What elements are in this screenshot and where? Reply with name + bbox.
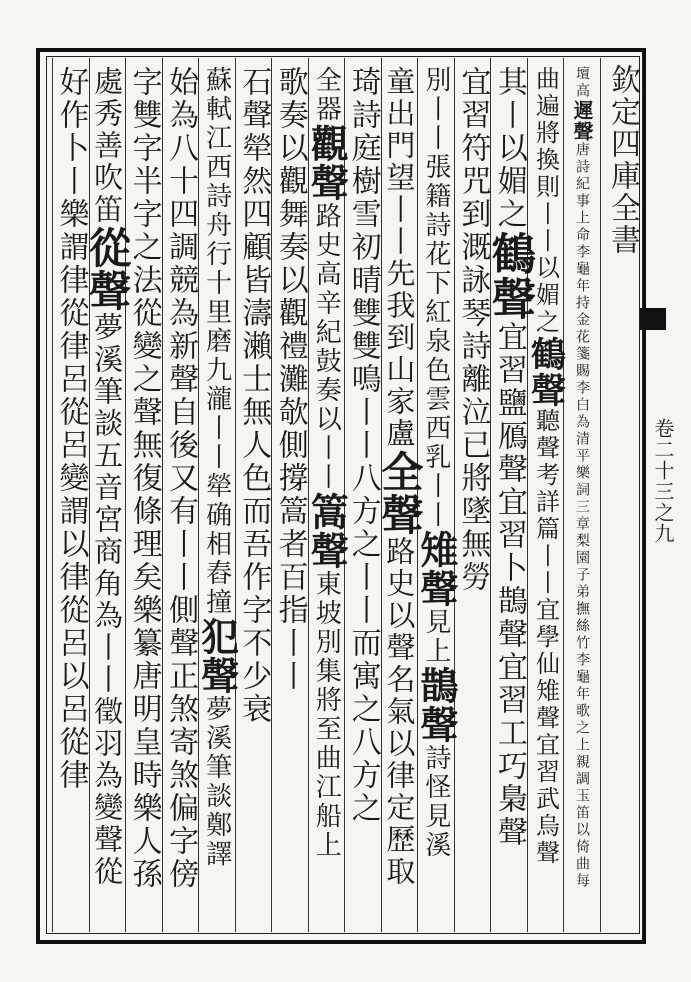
column-text: 始為八十四調競為新聲自後又有丨丨側聲正煞寄煞偏字傍 — [163, 66, 199, 891]
text-column — [194, 66, 240, 869]
headword: 鶴聲 — [525, 336, 567, 408]
headword: 犯聲 — [194, 617, 240, 695]
text-column — [272, 66, 307, 693]
column-text: 詩怪見溪 — [420, 744, 451, 860]
column-text: 謂律從律呂從呂變謂以律從呂以呂從律 — [53, 231, 89, 792]
column-text: 見上 — [420, 608, 451, 666]
column-text: 石聲犖然四顧皆濤瀨士無人色而吾作字不少衰 — [236, 66, 272, 726]
text-column — [83, 66, 133, 888]
column-text: 曲遍將換則丨丨以媚之 — [531, 66, 560, 336]
column-text: 宜習鹽鴈聲宜習卜鵲聲宜習工巧梟聲 — [491, 321, 527, 849]
column-text: 其丨以媚之 — [491, 66, 527, 231]
headword: 遲聲 — [569, 100, 594, 142]
headword: 從聲 — [83, 226, 133, 312]
text-column — [525, 66, 567, 867]
column-text: 全 — [311, 66, 342, 95]
column-rule — [600, 58, 601, 932]
column-text: 字雙字半字之法從變之聲無復條理矣樂纂唐明皇時樂人孫 — [126, 66, 162, 891]
fish-tail-mark — [640, 308, 666, 330]
text-column — [126, 66, 161, 891]
headword: 鵲聲 — [413, 666, 459, 744]
text-column — [375, 66, 425, 888]
column-text: 灘欹側撐篙者百指丨丨 — [272, 363, 308, 693]
column-text: 路史高辛紀鼓奏以丨丨 — [311, 202, 342, 492]
column-text: 蘇軾江西詩舟行十里磨九瀧丨丨犖确相舂撞 — [201, 66, 232, 617]
column-text: 琦詩庭樹雪初晴雙雙鳴丨丨 — [345, 66, 381, 462]
column-text: 唐詩紀事上命李龜年持金花箋賜李白為清平樂詞三章梨園子弟撫絲竹李龜年歌之上親調玉笛以倚曲每 — [573, 142, 590, 890]
column-text: 處秀善吹笛 — [90, 66, 125, 226]
headword: 觀聲 — [304, 124, 350, 202]
column-text: 童出門望丨丨先我到山家盧 — [382, 66, 417, 450]
text-column — [236, 66, 271, 726]
headword: 鶴聲 — [483, 231, 535, 321]
text-column — [163, 66, 198, 891]
column-text: 東坡別集將至曲江船上 — [311, 570, 342, 860]
headword: 雉聲 — [413, 530, 459, 608]
gutter-volume-number: 卷二十三之九 — [651, 418, 675, 544]
column-text: 聽聲考詳篇丨丨宜學仙雉聲宜習武烏聲 — [531, 408, 560, 867]
column-text: 高 — [573, 83, 590, 100]
text-column — [455, 66, 490, 594]
text-column — [564, 66, 599, 890]
gutter-rule — [642, 56, 643, 934]
column-text: 八方之丨丨而寓之八方之 — [345, 462, 381, 825]
headword: 全聲 — [375, 450, 425, 536]
column-text: 夢溪筆談五音宮商角為丨丨徵羽為變聲從 — [90, 312, 125, 888]
headword: 篙聲 — [304, 492, 350, 570]
column-text: 別丨丨張籍詩花下紅泉色雲西乳丨丨 — [420, 66, 451, 530]
column-text: 夢溪筆談鄭譯 — [201, 695, 232, 869]
column-text: 歌奏以觀舞奏以觀禮 — [272, 66, 308, 363]
column-text: 器 — [311, 95, 342, 124]
gutter-book-title: 欽定四庫全書 — [605, 64, 640, 256]
column-text: 宜習符咒到溉詠琴詩離泣已將墜無勞 — [455, 66, 491, 594]
column-text: 路史以聲名氣以律定歷取 — [382, 536, 417, 888]
text-column — [483, 66, 535, 849]
text-column — [53, 66, 88, 792]
text-column — [304, 66, 350, 860]
column-text: 壇 — [573, 66, 590, 83]
column-text: 好作卜丨樂 — [53, 66, 89, 231]
text-column — [345, 66, 380, 825]
